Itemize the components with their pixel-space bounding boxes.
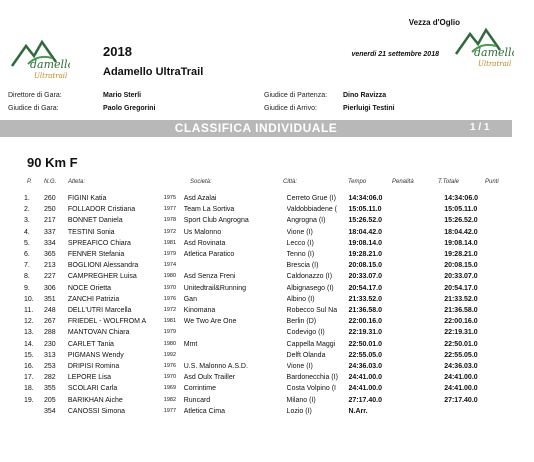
cell-bib: 217 xyxy=(43,217,56,225)
cell-bib: 213 xyxy=(43,262,56,270)
cell-bib: 250 xyxy=(43,206,56,214)
table-row xyxy=(24,406,534,417)
table-row xyxy=(24,238,534,249)
giudice-arrivo-row xyxy=(264,105,317,112)
cell-bib: 253 xyxy=(43,363,56,371)
cell-time: 22:55.05.0 xyxy=(348,351,382,359)
cell-city: Milano (I) xyxy=(286,396,316,404)
cell-year: 1976 xyxy=(163,295,177,302)
cell-total: 19:08.14.0 xyxy=(444,239,478,247)
cell-city: Albino (I) xyxy=(286,295,315,303)
col-ng: N.G. xyxy=(44,179,57,185)
cell-position: 19. xyxy=(24,396,34,404)
cell-city: Bardonecchia (I) xyxy=(286,374,338,382)
cell-total: 24:36.03.0 xyxy=(444,363,478,371)
cell-time: 18:04.42.0 xyxy=(348,228,382,236)
event-logo-right xyxy=(452,22,514,68)
cell-bib: 267 xyxy=(43,318,56,326)
table-row xyxy=(24,316,534,327)
cell-total: 21:33.52.0 xyxy=(444,295,478,303)
cell-year: 1979 xyxy=(163,251,177,258)
col-penalita: Penalità xyxy=(392,179,414,185)
cell-club: Corrintime xyxy=(183,385,217,393)
cell-city: Albignasego (I) xyxy=(286,284,334,292)
cell-bib: 313 xyxy=(43,351,56,359)
cell-athlete: CARLET Tania xyxy=(67,340,114,348)
direttore-row xyxy=(8,92,62,99)
cell-time: 22:50.01.0 xyxy=(348,340,382,348)
cell-year: 1970 xyxy=(163,374,177,381)
cell-city: Vione (I) xyxy=(286,228,313,236)
cell-athlete: CAMPREGHER Luisa xyxy=(67,273,137,281)
cell-total: 22:50.01.0 xyxy=(444,340,478,348)
cell-city: Cerreto Grue (I) xyxy=(286,195,336,202)
results-table xyxy=(24,193,534,417)
col-societa: Società: xyxy=(190,179,212,185)
cell-year: 1979 xyxy=(163,329,177,336)
cell-position: 5. xyxy=(24,239,30,247)
cell-bib: 354 xyxy=(43,407,56,415)
cell-position: 12. xyxy=(24,318,34,326)
cell-club: Us Malonno xyxy=(183,228,222,236)
cell-club: Atletica Paratico xyxy=(183,251,235,259)
cell-athlete: BOGLIONI Alessandra xyxy=(67,262,139,270)
cell-year: 1977 xyxy=(163,206,177,213)
giudice-partenza-label: Giudice di Partenza: xyxy=(264,92,328,99)
cell-club: Asd Azalai xyxy=(183,195,217,202)
cell-total: 14:34:06.0 xyxy=(444,195,479,202)
cell-club xyxy=(184,260,287,271)
cell-year: 1982 xyxy=(163,396,177,403)
cell-year: 1980 xyxy=(163,340,177,347)
cell-athlete: BARIKHAN Aiche xyxy=(67,396,123,404)
cell-city: Caldonazzo (I) xyxy=(286,273,333,281)
cell-total: 20:08.15.0 xyxy=(444,262,478,270)
col-pos: P. xyxy=(27,179,32,185)
cell-total: 18:04.42.0 xyxy=(444,228,478,236)
table-row xyxy=(24,193,534,204)
table-row xyxy=(24,383,534,394)
cell-time: 20:54.17.0 xyxy=(348,284,382,292)
cell-position: 18. xyxy=(24,385,34,393)
svg-text:damello: damello xyxy=(30,58,70,71)
giudice-gara-value-wrap xyxy=(103,105,156,112)
table-row xyxy=(24,227,534,238)
cell-year: 1978 xyxy=(163,217,177,224)
page-indicator: 1 / 1 xyxy=(470,122,490,133)
cell-position: 1. xyxy=(24,195,30,202)
cell-position: 17. xyxy=(24,374,34,382)
cell-year: 1975 xyxy=(163,195,177,201)
cell-city: Tenno (I) xyxy=(286,251,315,259)
cell-city: Angrogna (I) xyxy=(286,217,326,225)
cell-total: 20:33.07.0 xyxy=(444,273,478,281)
cell-total: 20:54.17.0 xyxy=(444,284,478,292)
cell-city: Costa Volpino (I xyxy=(286,385,336,393)
cell-club: Kinomana xyxy=(183,307,216,315)
cell-time: 27:17.40.0 xyxy=(348,396,382,404)
cell-club: We Two Are One xyxy=(183,318,237,326)
cell-total: 15:26.52.0 xyxy=(444,217,478,225)
table-row xyxy=(24,204,534,215)
cell-position: 11. xyxy=(24,307,34,315)
cell-time: 19:28.21.0 xyxy=(348,251,382,259)
cell-year: 1977 xyxy=(163,407,177,414)
cell-club: Runcard xyxy=(183,396,211,404)
cell-club: Atletica Cima xyxy=(183,407,225,415)
cell-total: 24:41.00.0 xyxy=(444,374,478,382)
cell-city: Berlin (D) xyxy=(286,318,317,326)
cell-position: 14. xyxy=(24,340,34,348)
cell-club: Asd Oulx Trailler xyxy=(183,374,236,382)
cell-time: 15:05.11.0 xyxy=(348,206,382,214)
col-punti: Punti xyxy=(485,179,499,185)
direttore-label: Direttore di Gara: xyxy=(8,92,62,99)
cell-position: 8. xyxy=(24,273,30,281)
table-row xyxy=(24,271,534,282)
cell-athlete: SPREAFICO Chiara xyxy=(67,239,131,247)
cell-bib: 337 xyxy=(43,228,56,236)
cell-club: Gan xyxy=(183,295,197,303)
cell-time: 24:41.00.0 xyxy=(348,374,382,382)
cell-total: 19:28.21.0 xyxy=(444,251,478,259)
cell-athlete: BONNET Daniela xyxy=(67,217,123,225)
cell-club xyxy=(184,350,287,361)
category-title: 90 Km F xyxy=(27,155,78,170)
cell-bib: 260 xyxy=(43,195,56,202)
cell-total: 27:17.40.0 xyxy=(444,396,478,404)
cell-club: Mmt xyxy=(183,340,198,348)
giudice-arrivo-value: Pierluigi Testini xyxy=(343,105,395,112)
table-row xyxy=(24,283,534,294)
cell-bib: 306 xyxy=(43,284,56,292)
cell-athlete: DELL'UTRI Marcella xyxy=(67,307,132,315)
table-row xyxy=(24,339,534,350)
cell-position: 6. xyxy=(24,251,30,259)
cell-position: 16. xyxy=(24,363,34,371)
cell-time: 24:41.00.0 xyxy=(348,385,382,393)
cell-city: Cappella Maggi xyxy=(286,340,336,348)
cell-athlete: TESTINI Sonia xyxy=(67,228,115,236)
cell-club: Team La Sortiva xyxy=(183,206,235,214)
cell-position: 15. xyxy=(24,351,34,359)
cell-time: N.Arr. xyxy=(348,407,368,415)
cell-bib: 355 xyxy=(43,385,56,393)
table-row xyxy=(24,327,534,338)
cell-city: Codevigo (I) xyxy=(286,329,325,337)
cell-athlete: ZANCHI Patrizia xyxy=(67,295,120,303)
cell-year: 1976 xyxy=(163,363,177,370)
table-row xyxy=(24,361,534,372)
cell-bib: 282 xyxy=(43,374,56,382)
cell-total: 22:19.31.0 xyxy=(444,329,478,337)
cell-athlete: MANTOVAN Chiara xyxy=(67,329,130,337)
table-row xyxy=(24,395,534,406)
giudice-partenza-value: Dino Ravizza xyxy=(343,92,387,99)
cell-year: 1992 xyxy=(163,351,177,358)
cell-year: 1972 xyxy=(163,307,177,314)
cell-time: 22:19.31.0 xyxy=(348,329,382,337)
cell-time: 14:34:06.0 xyxy=(348,195,383,202)
cell-position: 7. xyxy=(24,262,30,270)
cell-position: 9. xyxy=(24,284,30,292)
banner-title: CLASSIFICA INDIVIDUALE xyxy=(174,121,338,135)
cell-position: 4. xyxy=(24,228,30,236)
cell-athlete: FENNER Stefania xyxy=(67,251,125,259)
cell-bib: 351 xyxy=(43,295,56,303)
svg-text:Ultratrail: Ultratrail xyxy=(478,60,512,68)
cell-athlete: SCOLARI Carla xyxy=(67,385,118,393)
cell-athlete: PIGMANS Wendy xyxy=(67,351,124,359)
cell-time: 21:33.52.0 xyxy=(348,295,382,303)
giudice-gara-label: Giudice di Gara: xyxy=(8,105,59,112)
cell-position: 3. xyxy=(24,217,30,225)
giudice-gara-row xyxy=(8,105,59,112)
cell-total: 21:36.58.0 xyxy=(444,307,478,315)
cell-club: Sport Club Angrogna xyxy=(183,217,249,225)
cell-city: Lozio (I) xyxy=(286,407,312,415)
cell-year: 1972 xyxy=(163,228,177,235)
direttore-value: Mario Sterli xyxy=(103,92,142,99)
cell-bib: 230 xyxy=(43,340,56,348)
cell-club: U.S. Malonno A.S.D. xyxy=(183,363,248,371)
table-row xyxy=(24,294,534,305)
cell-total: 24:41.00.0 xyxy=(444,385,478,393)
cell-year: 1974 xyxy=(163,262,177,269)
cell-position: 10. xyxy=(24,295,34,303)
cell-position: 13. xyxy=(24,329,34,337)
event-year: 2018 xyxy=(103,44,132,59)
cell-athlete: FIGINI Katia xyxy=(67,195,107,202)
table-row xyxy=(24,372,534,383)
cell-position xyxy=(24,406,44,417)
table-row xyxy=(24,350,534,361)
cell-time: 20:33.07.0 xyxy=(348,273,382,281)
table-row xyxy=(24,260,534,271)
giudice-arrivo-label: Giudice di Arrivo: xyxy=(264,105,317,112)
cell-athlete: LEPORE Lisa xyxy=(67,374,112,382)
cell-time: 24:36.03.0 xyxy=(348,363,382,371)
giudice-gara-value: Paolo Gregorini xyxy=(103,105,156,112)
cell-total xyxy=(444,406,534,417)
col-atleta: Atleta: xyxy=(68,179,86,185)
cell-year: 1969 xyxy=(163,385,177,392)
cell-year: 1980 xyxy=(163,273,177,280)
event-date: venerdi 21 settembre 2018 xyxy=(351,51,439,58)
svg-text:damello: damello xyxy=(474,46,514,59)
giudice-partenza-value-wrap xyxy=(343,92,386,99)
table-row xyxy=(24,215,534,226)
cell-bib: 227 xyxy=(43,273,56,281)
cell-year: 1981 xyxy=(163,318,177,325)
col-citta: Città: xyxy=(283,179,298,185)
cell-athlete: FOLLADOR Cristiana xyxy=(67,206,136,214)
cell-bib: 205 xyxy=(43,396,56,404)
event-location: Vezza d'Oglio xyxy=(408,18,460,27)
cell-bib: 248 xyxy=(43,307,56,315)
direttore-value-wrap xyxy=(103,92,141,99)
cell-bib: 365 xyxy=(43,251,56,259)
cell-city: Lecco (I) xyxy=(286,239,314,247)
col-tempo: Tempo xyxy=(348,179,367,185)
cell-city: Brescia (I) xyxy=(286,262,319,270)
cell-time: 15:26.52.0 xyxy=(348,217,382,225)
cell-bib: 288 xyxy=(43,329,56,337)
cell-city: Vione (I) xyxy=(286,363,313,371)
cell-athlete: CANOSSI Simona xyxy=(67,407,126,415)
cell-club xyxy=(184,327,287,338)
cell-time: 22:00.16.0 xyxy=(348,318,382,326)
table-row xyxy=(24,305,534,316)
cell-athlete: DRIPISI Romina xyxy=(67,363,120,371)
cell-time: 20:08.15.0 xyxy=(348,262,382,270)
cell-club: Asd Senza Freni xyxy=(183,273,236,281)
cell-club: Asd Rovinata xyxy=(183,239,226,247)
cell-year: 1970 xyxy=(163,284,177,291)
cell-total: 15:05.11.0 xyxy=(444,206,478,214)
cell-bib: 334 xyxy=(43,239,56,247)
cell-city: Robecco Sul Na xyxy=(286,307,338,315)
cell-total: 22:00.16.0 xyxy=(444,318,478,326)
event-logo xyxy=(8,34,70,80)
cell-year: 1981 xyxy=(163,239,177,246)
cell-time: 21:36.58.0 xyxy=(348,307,382,315)
event-name: Adamello UltraTrail xyxy=(103,66,204,78)
cell-athlete: FRIEDEL - WOLFROM A xyxy=(67,318,147,326)
cell-club: Unitedtrail&Running xyxy=(183,284,246,292)
table-row xyxy=(24,249,534,260)
giudice-partenza-row xyxy=(264,92,327,99)
cell-total: 22:55.05.0 xyxy=(444,351,478,359)
cell-athlete: NOCE Orietta xyxy=(67,284,112,292)
cell-city: Valdobbiadene ( xyxy=(286,206,338,214)
giudice-arrivo-value-wrap xyxy=(343,105,395,112)
cell-city: Delft Olanda xyxy=(286,351,326,359)
cell-time: 19:08.14.0 xyxy=(348,239,382,247)
svg-text:Ultratrail: Ultratrail xyxy=(34,72,68,80)
cell-position: 2. xyxy=(24,206,30,214)
col-totale: T.Totale xyxy=(438,179,459,185)
